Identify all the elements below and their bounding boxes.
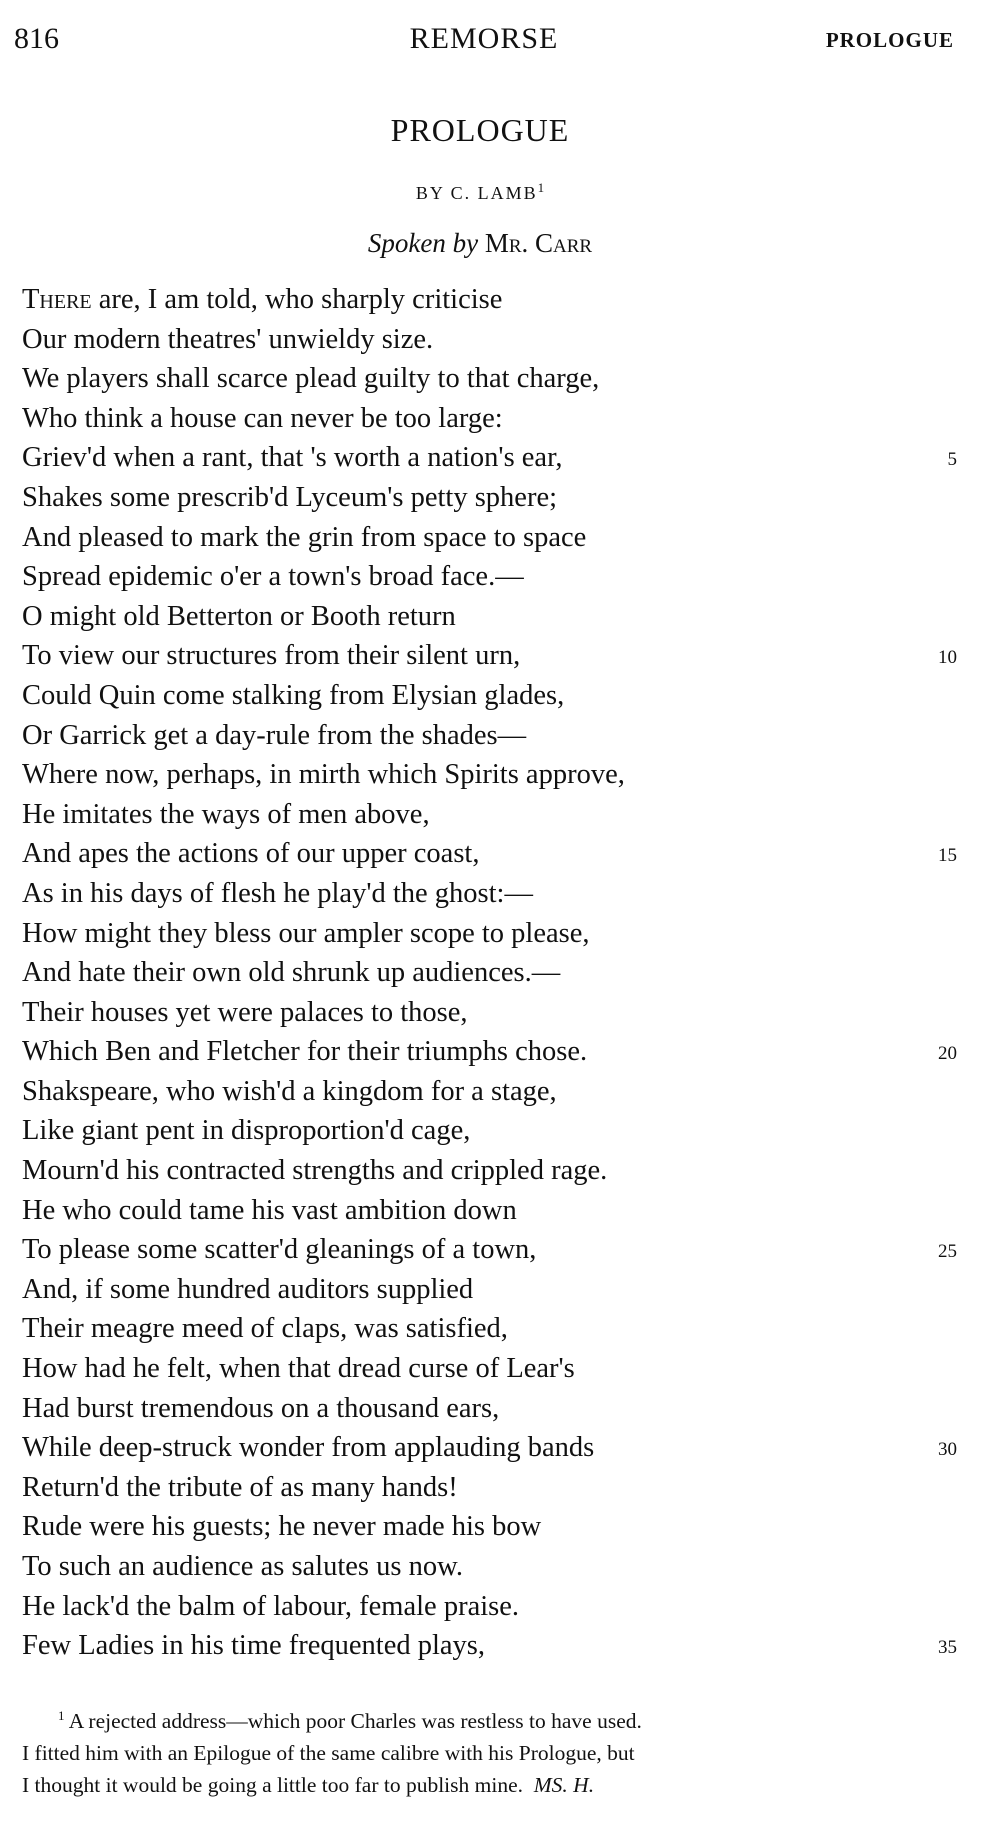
verse-line — [22, 438, 957, 478]
verse-text: Their houses yet were palaces to those, — [22, 996, 468, 1028]
verse-text: We players shall scarce plead guilty to that charge, — [22, 363, 600, 395]
verse-line — [22, 636, 957, 676]
verse-text: Mourn'd his contracted strengths and crippled rage. — [22, 1155, 608, 1187]
verse-text: are, I am told, who sharply criticise — [91, 284, 503, 315]
verse-line — [22, 1468, 957, 1508]
verse-text: Like giant pent in disproportion'd cage, — [22, 1115, 471, 1147]
verse-line — [22, 1626, 957, 1666]
verse-text: Griev'd when a rant, that 's worth a nation's ear, — [22, 442, 563, 474]
footnote-line: I fitted him with an Epilogue of the same calibre with his Prologue, but — [22, 1741, 635, 1766]
section-title: PROLOGUE — [825, 28, 954, 52]
verse-text: Few Ladies in his time frequented plays, — [22, 1630, 486, 1662]
running-head — [14, 22, 954, 62]
verse-first-word: There — [22, 284, 92, 315]
verse-line — [22, 1191, 957, 1231]
verse-line — [22, 518, 957, 558]
prologue-heading: PROLOGUE — [390, 112, 570, 148]
verse-line — [22, 1230, 957, 1270]
verse-line — [22, 755, 957, 795]
verse-text: Where now, perhaps, in mirth which Spirits approve, — [22, 759, 625, 791]
verse-line — [22, 280, 957, 320]
verse-line — [22, 914, 957, 954]
verse-line — [22, 795, 957, 835]
verse-line — [22, 716, 957, 756]
verse-line — [22, 1151, 957, 1191]
verse-text: Our modern theatres' unwieldy size. — [22, 323, 434, 355]
verse-line — [22, 478, 957, 518]
verse-line — [22, 359, 957, 399]
verse-text: O might old Betterton or Booth return — [22, 600, 456, 632]
verse-text: Shakspeare, who wish'd a kingdom for a stage, — [22, 1075, 557, 1107]
verse-text: And, if some hundred auditors supplied — [22, 1273, 474, 1305]
verse-text: Could Quin come stalking from Elysian glades, — [22, 679, 565, 711]
verse-line — [22, 1507, 957, 1547]
footnote-line: I thought it would be going a little too far to publish mine. MS. H. — [22, 1773, 595, 1798]
line-number: 25 — [938, 1241, 957, 1263]
verse-text: How might they bless our ampler scope to please, — [22, 917, 590, 949]
verse-text: To such an audience as salutes us now. — [22, 1551, 463, 1582]
verse-line — [22, 1072, 957, 1112]
footnote-reference: 1 — [537, 180, 545, 195]
verse-text: Their meagre meed of claps, was satisfied, — [22, 1313, 508, 1345]
verse-text: Had burst tremendous on a thousand ears, — [22, 1392, 500, 1424]
verse-text: To view our structures from their silent urn, — [22, 640, 521, 672]
verse-line — [22, 993, 957, 1033]
verse-line — [22, 1349, 957, 1389]
verse-line — [22, 1587, 957, 1627]
verse-line — [22, 1428, 957, 1468]
line-number: 10 — [938, 647, 957, 669]
verse-line — [22, 399, 957, 439]
line-number: 5 — [947, 449, 957, 471]
verse-text: And apes the actions of our upper coast, — [22, 838, 480, 870]
poem-body — [22, 280, 957, 1666]
line-number: 15 — [938, 845, 957, 867]
page-number: 816 — [14, 22, 59, 55]
footnote-marker: 1 — [58, 1708, 65, 1723]
speaker-line — [0, 228, 960, 259]
verse-text: Rude were his guests; he never made his bow — [22, 1511, 542, 1543]
byline-text: BY C. LAMB — [415, 183, 538, 203]
verse-line — [22, 1389, 957, 1429]
speaker-name: Mr. Carr — [484, 228, 593, 258]
verse-text: And hate their own old shrunk up audiences.— — [22, 957, 561, 989]
byline — [0, 180, 960, 204]
verse-text: He lack'd the balm of labour, female praise. — [22, 1590, 519, 1622]
verse-line — [22, 953, 957, 993]
verse-line — [22, 1270, 957, 1310]
verse-text: Who think a house can never be too large: — [22, 402, 503, 434]
line-number: 30 — [938, 1439, 957, 1461]
book-title: REMORSE — [409, 22, 559, 55]
speaker-prefix: Spoken by — [367, 228, 479, 258]
verse-line — [22, 1032, 957, 1072]
verse-text: Return'd the tribute of as many hands! — [22, 1471, 458, 1503]
verse-text: Which Ben and Fletcher for their triumphs chose. — [22, 1036, 588, 1068]
verse-line — [22, 676, 957, 716]
verse-text: Shakes some prescrib'd Lyceum's petty sphere; — [22, 481, 558, 513]
verse-line — [22, 1547, 957, 1587]
verse-line — [22, 874, 957, 914]
verse-line — [22, 834, 957, 874]
verse-text: How had he felt, when that dread curse of Lear's — [22, 1353, 575, 1385]
verse-text: Spread epidemic o'er a town's broad face.— — [22, 561, 524, 593]
verse-line — [22, 1309, 957, 1349]
verse-text: He who could tame his vast ambition down — [22, 1194, 517, 1226]
line-number: 35 — [938, 1637, 957, 1659]
verse-text: And pleased to mark the grin from space to space — [22, 521, 587, 553]
footnote — [22, 1700, 957, 1801]
verse-text: As in his days of flesh he play'd the ghost:— — [22, 877, 533, 909]
verse-text: Or Garrick get a day-rule from the shades— — [22, 719, 527, 751]
verse-text: While deep-struck wonder from applauding bands — [22, 1432, 595, 1464]
verse-line — [22, 597, 957, 637]
footnote-signature: MS. H. — [533, 1773, 595, 1798]
verse-text: He imitates the ways of men above, — [22, 798, 430, 830]
verse-line — [22, 320, 957, 360]
footnote-line: $^1$ A rejected address—which poor Charles was restless to have used. — [58, 1708, 642, 1734]
verse-text: To please some scatter'd gleanings of a town, — [22, 1234, 537, 1266]
verse-line — [22, 1111, 957, 1151]
line-number: 20 — [938, 1043, 957, 1065]
verse-line — [22, 557, 957, 597]
